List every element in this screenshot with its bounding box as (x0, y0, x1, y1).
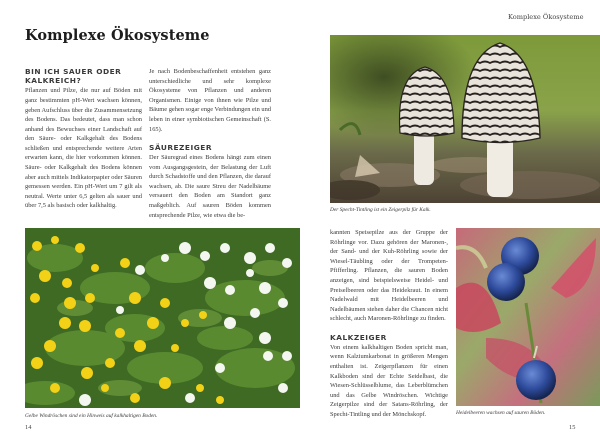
text-column-3 (330, 228, 448, 420)
body-paragraph: Je nach Bodenbeschaffenheit entstehen ganz unterschiedliche und sehr komplexe Ökosysteme von Pflanzen und anderen Organismen. Einige von ihnen wie Pilze und Bäume gehen sogar enge Verbindungen ein und leben in einer symbiotischen Gemeinschaft (S. 165). (149, 68, 271, 133)
body-paragraph: Von einem kalkhaltigen Boden spricht man, wenn Kalziumkarbonat in größeren Mengen enthalten ist. Zeigerpflanzen für einen Kalkboden sind der Echte Seidelbast, die Wiesen-Schlüsselblume, das Leberblümchen und das Gelbe Windröschen. Wichtige Zeigerpilze sind der Satans-Röhrling, der Specht-Tintling und der Mönchskopf. (330, 343, 448, 418)
text-column-2 (149, 67, 271, 220)
blueberry-photo (456, 228, 600, 406)
body-paragraph: Der Säuregrad eines Bodens hängt zum einen vom Ausgangsgestein, der Belastung der Luft durch Schadstoffe und den Pflanzen, die darauf wachsen, ab. Die saure Streu der Nadelbäume versauert den Boden am Standort ganz maßgeblich. Auf sauren Böden kommen entsprechende Pilze, wie etwa die be- (149, 154, 271, 219)
page-number-left: 14 (25, 424, 32, 431)
windflower-caption: Gelbe Windröschen sind ein Hinweis auf kalkhaltigen Boden. (25, 413, 158, 419)
text-column-1 (25, 67, 142, 211)
windflower-photo (25, 228, 300, 408)
body-paragraph: kannten Speisepilze aus der Gruppe der Röhrlinge vor. Dazu gehören der Maronen-, der Sand- und der Kuh-Röhrling sowie der Wiesel-Täubling oder der Trompeten-Pfifferling. Pflanzen, die sauren Boden anzeigen, sind beispielsweise Heidel- und Preiselbeeren oder das Heidekraut. In einem Nadelwald mit Heidelbeeren und Nadelbäumen stehen daher die Chancen nicht schlecht, auch Maronen-Röhrlinge zu finden. (330, 229, 448, 323)
mushroom-photo (330, 35, 600, 203)
page-title: Komplexe Ökosysteme (25, 27, 210, 44)
mushroom-caption: Der Specht-Tintling ist ein Zeigerpilz für Kalk. (330, 207, 431, 213)
section-heading-saeurezeiger: SÄUREZEIGER (149, 143, 213, 153)
blueberry-caption: Heidelbeeren wachsen auf sauren Böden. (456, 410, 546, 416)
section-heading-kalkzeiger: KALKZEIGER (330, 332, 387, 342)
running-head: Komplexe Ökosysteme (508, 13, 584, 21)
page-number-right: 15 (569, 424, 576, 431)
section-heading-sauer-kalkreich: BIN ICH SAUER ODER KALKREICH? (25, 67, 122, 86)
body-paragraph: Pflanzen und Pilze, die nur auf Böden mit ganz bestimmten pH-Wert wachsen können, geben Aufschluss über die Zusammensetzung des Bodens. Das bedeutet, dass man schon anhand des Bewuchses einer Landschaft auf den Säure- oder Kalkgehalt des Bodens schließen und entsprechende weitere Arten erwarten kann, die hier vorkommen können. Säure- oder Kalkgehalt des Bodens können aber auch mittels Indikatorpapier oder Säuren gemessen werden. Ein pH-Wert um 7 gilt als neutral. Werte unter 6,5 gelten als sauer und über 7,5 als basisch oder kalkhaltig. (25, 87, 142, 210)
